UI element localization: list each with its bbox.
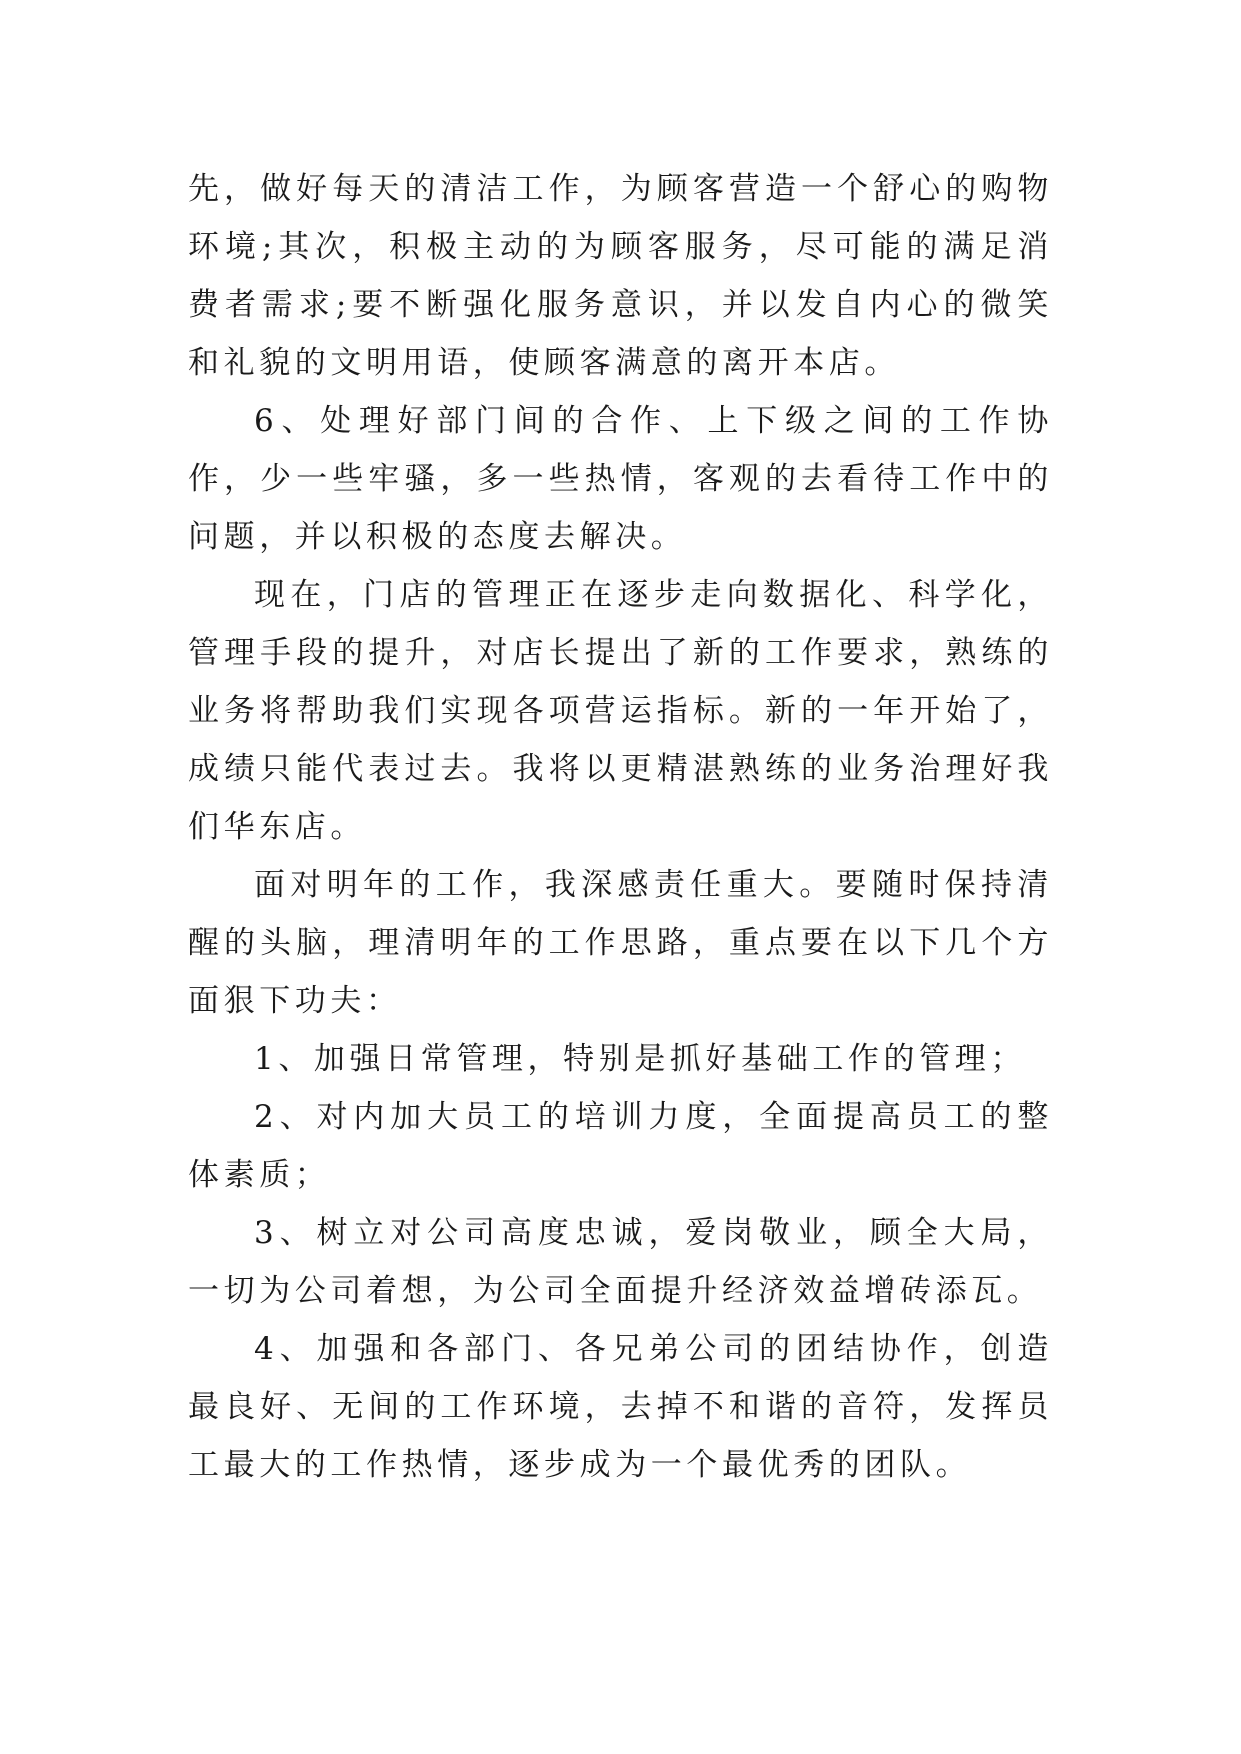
- document-body: [188, 160, 1053, 1494]
- list-item-3: 3、树立对公司高度忠诚，爱岗敬业，顾全大局，一切为公司着想，为公司全面提升经济效益增砖添瓦。: [188, 1215, 1053, 1309]
- list-item-1: 1、加强日常管理，特别是抓好基础工作的管理；: [254, 1041, 1026, 1077]
- paragraph-item-6: 6、处理好部门间的合作、上下级之间的工作协作，少一些牢骚，多一些热情，客观的去看待工作中的问题，并以积极的态度去解决。: [188, 403, 1053, 555]
- paragraph-continuation: 先，做好每天的清洁工作，为顾客营造一个舒心的购物环境;其次，积极主动的为顾客服务，尽可能的满足消费者需求;要不断强化服务意识，并以发自内心的微笑和礼貌的文明用语，使顾客满意的离开本店。: [188, 171, 1053, 381]
- paragraph-management-outlook: 现在，门店的管理正在逐步走向数据化、科学化，管理手段的提升，对店长提出了新的工作要求，熟练的业务将帮助我们实现各项营运指标。新的一年开始了，成绩只能代表过去。我将以更精湛熟练的业务治理好我们华东店。: [188, 577, 1053, 845]
- paragraph-next-year-work: 面对明年的工作，我深感责任重大。要随时保持清醒的头脑，理清明年的工作思路，重点要在以下几个方面狠下功夫：: [188, 867, 1053, 1019]
- list-item-4: 4、加强和各部门、各兄弟公司的团结协作，创造最良好、无间的工作环境，去掉不和谐的音符，发挥员工最大的工作热情，逐步成为一个最优秀的团队。: [188, 1331, 1053, 1483]
- list-item-2: 2、对内加大员工的培训力度，全面提高员工的整体素质；: [188, 1099, 1053, 1193]
